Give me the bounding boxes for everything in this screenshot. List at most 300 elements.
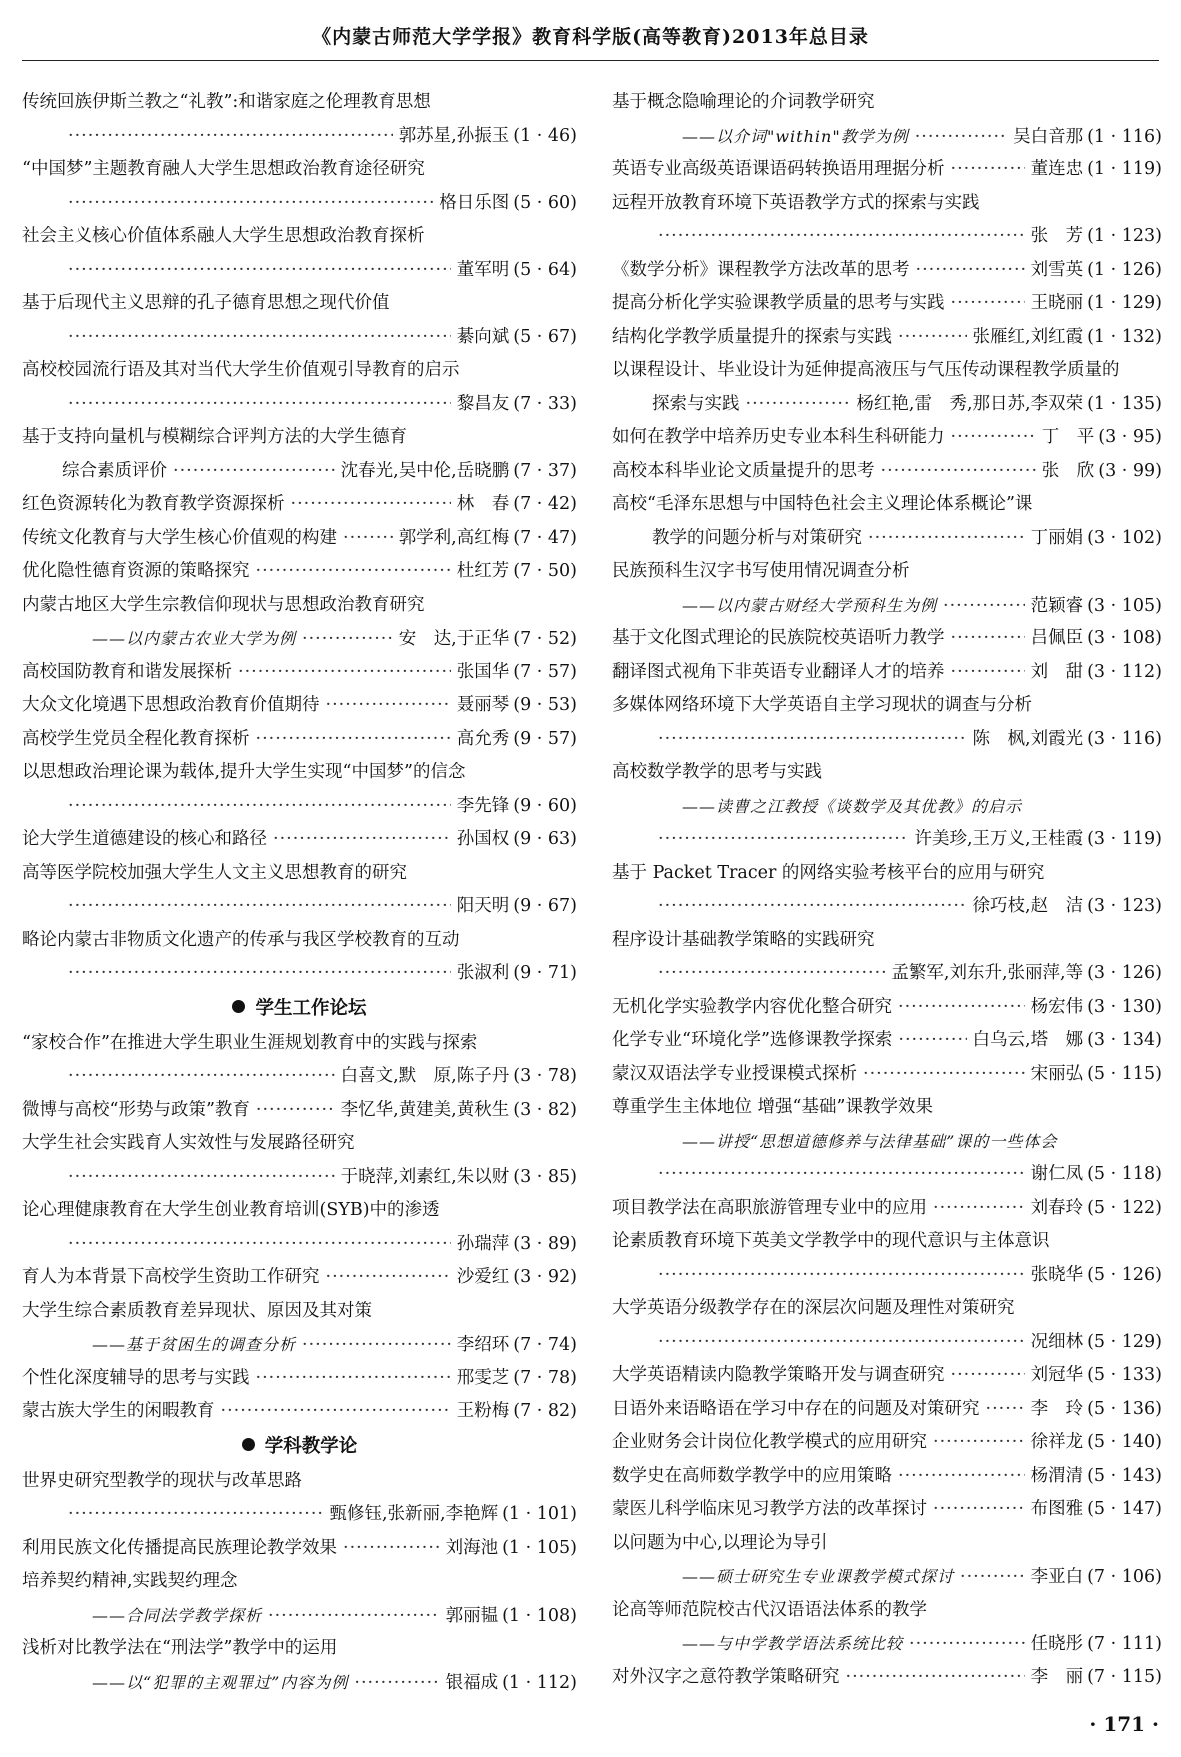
leader-dots <box>68 1060 335 1094</box>
leader-dots <box>960 1561 1025 1594</box>
leader-dots <box>986 1393 1025 1427</box>
toc-entry <box>22 1261 577 1295</box>
bullet-icon <box>232 1000 245 1013</box>
leader-dots <box>68 1161 335 1195</box>
leader-dots <box>68 1228 451 1262</box>
entry-author: 高允秀 <box>456 728 510 749</box>
entry-page-ref: (7 · 74) <box>513 1335 577 1355</box>
toc-entry <box>22 957 577 991</box>
entry-author: 黎昌友 <box>456 393 510 414</box>
entry-author: 徐祥龙 <box>1030 1432 1084 1452</box>
page-header: 《内蒙古师范大学学报》教育科学版(高等教育)2013年总目录 <box>312 26 869 48</box>
entry-author: 刘雪英 <box>1030 259 1084 280</box>
toc-entry <box>22 1395 577 1429</box>
entry-page-ref: (9 · 71) <box>513 963 577 983</box>
entry-author: 丁 平 <box>1041 427 1095 447</box>
toc-entry <box>612 254 1162 288</box>
entry-title: 蒙医儿科学临床见习教学方法的改革探讨 <box>612 1499 927 1519</box>
leader-dots <box>933 1426 1025 1460</box>
entry-author: 许美珍,王万义,王桂霞 <box>914 829 1084 849</box>
leader-dots <box>68 890 451 924</box>
toc-entry <box>612 220 1162 254</box>
entry-title: 微博与高校“形势与政策”教育 <box>22 1099 250 1120</box>
entry-subtitle-line <box>612 1125 1162 1159</box>
toc-entry <box>22 656 577 690</box>
entry-title: 社会主义核心价值体系融人大学生思想政治教育探析 <box>22 226 425 246</box>
entry-page-ref: (5 · 67) <box>513 326 577 347</box>
entry-page-ref: (7 · 33) <box>513 393 577 414</box>
entry-author: 张雁红,刘红霞 <box>972 326 1084 347</box>
leader-dots <box>68 1498 323 1532</box>
entry-author: 张晓华 <box>1030 1264 1084 1285</box>
toc-entry <box>22 321 577 355</box>
leader-dots <box>68 254 451 288</box>
entry-page-ref: (3 · 89) <box>513 1233 577 1254</box>
entry-author: 董军明 <box>456 259 510 280</box>
entry-page-ref: (5 · 147) <box>1087 1499 1162 1519</box>
entry-page-ref: (3 · 95) <box>1098 427 1162 447</box>
toc-entry <box>612 321 1162 355</box>
entry-title: 企业财务会计岗位化教学模式的应用研究 <box>612 1432 927 1452</box>
entry-title: 无机化学实验教学内容优化整合研究 <box>612 996 892 1017</box>
left-column <box>22 86 577 1699</box>
leader-dots <box>868 522 1025 556</box>
toc-entry <box>22 1161 577 1195</box>
entry-title: 大学英语精读内隐教学策略开发与调查研究 <box>612 1365 945 1385</box>
leader-dots <box>343 522 393 556</box>
entry-page-ref: (3 · 92) <box>513 1267 577 1287</box>
entry-author: 任晓彤 <box>1030 1634 1084 1654</box>
toc-entry <box>22 890 577 924</box>
leader-dots <box>326 689 451 723</box>
entry-title: 红色资源转化为教育教学资源探析 <box>22 494 285 514</box>
entry-subtitle: ——以介词"within"教学为例 <box>682 126 909 146</box>
entry-page-ref: (1 · 101) <box>502 1504 577 1524</box>
entry-title: 对外汉字之意符教学策略研究 <box>612 1666 840 1687</box>
entry-author: 阳天明 <box>456 896 510 916</box>
entry-author: 张 芳 <box>1030 226 1084 246</box>
entry-author: 李忆华,黄建美,黄秋生 <box>340 1099 510 1120</box>
entry-title: 基于支持向量机与模糊综合评判方法的大学生德育 <box>22 427 407 447</box>
toc-entry <box>22 187 577 221</box>
toc-entry <box>612 1426 1162 1460</box>
entry-subtitle: ——讲授“思想道德修养与法律基础”课的一些体会 <box>682 1131 1058 1151</box>
entry-page-ref: (9 · 67) <box>513 896 577 916</box>
entry-page-ref: (1 · 119) <box>1087 159 1162 179</box>
entry-title: 论大学生道德建设的核心和路径 <box>22 829 267 849</box>
section-title: 学科教学论 <box>264 1435 358 1457</box>
header-rule <box>22 60 1159 61</box>
entry-title: 程序设计基础教学策略的实践研究 <box>612 929 875 950</box>
toc-entry <box>612 1259 1162 1293</box>
leader-dots <box>943 590 1025 623</box>
leader-dots <box>951 622 1025 656</box>
toc-entry <box>612 1460 1162 1494</box>
entry-page-ref: (5 · 118) <box>1087 1164 1162 1184</box>
entry-page-ref: (1 · 135) <box>1087 393 1162 414</box>
entry-author: 安 达,于正华 <box>398 629 510 649</box>
entry-title: 略论内蒙古非物质文化遗产的传承与我区学校教育的互动 <box>22 929 460 950</box>
entry-title: “中国梦”主题教育融人大学生思想政治教育途径研究 <box>22 159 425 179</box>
entry-subtitle: ——读曹之江教授《谈数学及其优教》的启示 <box>682 796 1023 816</box>
entry-page-ref: (3 · 119) <box>1087 829 1162 849</box>
entry-title: 大学英语分级教学存在的深层次问题及理性对策研究 <box>612 1298 1015 1318</box>
entry-page-ref: (1 · 132) <box>1087 326 1162 347</box>
leader-dots <box>915 121 1007 154</box>
toc-entry <box>612 421 1162 455</box>
toc-entry <box>22 723 577 757</box>
entry-page-ref: (3 · 116) <box>1087 728 1162 749</box>
entry-author: 聂丽琴 <box>456 695 510 715</box>
entry-page-ref: (3 · 85) <box>513 1166 577 1187</box>
section-title: 学生工作论坛 <box>255 997 367 1019</box>
toc-entry <box>612 1560 1162 1594</box>
toc-entry <box>22 1228 577 1262</box>
entry-page-ref: (5 · 140) <box>1087 1432 1162 1452</box>
entry-page-ref: (9 · 57) <box>513 728 577 749</box>
entry-title: 探索与实践 <box>652 393 740 414</box>
leader-dots <box>658 1259 1025 1293</box>
entry-page-ref: (1 · 112) <box>502 1672 577 1693</box>
entry-author: 王晓丽 <box>1030 293 1084 313</box>
entry-title: 蒙古族大学生的闲暇教育 <box>22 1401 215 1421</box>
entry-page-ref: (1 · 126) <box>1087 259 1162 280</box>
leader-dots <box>658 1158 1025 1192</box>
entry-title: 传统文化教育与大学生核心价值观的构建 <box>22 527 337 548</box>
entry-page-ref: (5 · 143) <box>1087 1465 1162 1486</box>
toc-entry <box>612 522 1162 556</box>
entry-title: 以问题为中心,以理论为导引 <box>612 1532 828 1553</box>
entry-title: 以课程设计、毕业设计为延伸提高液压与气压传动课程教学质量的 <box>612 360 1120 380</box>
entry-page-ref: (9 · 60) <box>513 795 577 816</box>
entry-title: 浅析对比教学法在“刑法学”教学中的运用 <box>22 1638 338 1658</box>
entry-page-ref: (3 · 126) <box>1087 963 1162 983</box>
entry-page-ref: (7 · 52) <box>513 629 577 649</box>
toc-entry <box>22 1362 577 1396</box>
entry-author: 李 丽 <box>1030 1666 1084 1687</box>
page-number: · 171 · <box>1089 1712 1159 1736</box>
toc-entry <box>22 823 577 857</box>
leader-dots <box>916 254 1025 288</box>
entry-title: 以思想政治理论课为载体,提升大学生实现“中国梦”的信念 <box>22 762 466 782</box>
leader-dots <box>238 656 451 690</box>
entry-author: 綦向斌 <box>456 326 510 347</box>
entry-title: 大众文化境遇下思想政治教育价值期待 <box>22 695 320 715</box>
entry-title: 利用民族文化传播提高民族理论教学效果 <box>22 1537 337 1558</box>
leader-dots <box>256 723 451 757</box>
toc-entry <box>612 1326 1162 1360</box>
leader-dots <box>863 1058 1025 1092</box>
entry-page-ref: (7 · 106) <box>1087 1567 1162 1587</box>
entry-title: 翻译图式视角下非英语专业翻译人才的培养 <box>612 661 945 682</box>
entry-page-ref: (5 · 133) <box>1087 1365 1162 1385</box>
entry-page-ref: (3 · 134) <box>1087 1030 1162 1050</box>
entry-title: 个性化深度辅导的思考与实践 <box>22 1367 250 1388</box>
entry-page-ref: (3 · 102) <box>1087 527 1162 548</box>
entry-title: 优化隐性德育资源的策略探究 <box>22 561 250 581</box>
entry-title: 论心理健康教育在大学生创业教育培训(SYB)中的渗透 <box>22 1200 440 1220</box>
entry-subtitle: ——以“犯罪的主观罪过”内容为例 <box>92 1672 349 1692</box>
entry-title: 多媒体网络环境下大学英语自主学习现状的调查与分析 <box>612 695 1032 715</box>
leader-dots <box>658 220 1025 254</box>
leader-dots <box>68 388 451 422</box>
entry-page-ref: (5 · 126) <box>1087 1264 1162 1285</box>
entry-subtitle: ——硕士研究生专业课教学模式探讨 <box>682 1567 955 1586</box>
entry-page-ref: (3 · 112) <box>1087 661 1162 682</box>
entry-title: 基于概念隐喻理论的介词教学研究 <box>612 92 875 112</box>
entry-author: 丁丽娟 <box>1030 527 1084 548</box>
leader-dots <box>746 388 851 422</box>
toc-entry <box>22 1666 577 1700</box>
entry-page-ref: (3 · 78) <box>513 1066 577 1086</box>
entry-title: 数学史在高师数学教学中的应用策略 <box>612 1465 892 1486</box>
toc-entry <box>612 823 1162 857</box>
entry-title: 项目教学法在高职旅游管理专业中的应用 <box>612 1197 927 1218</box>
entry-author: 刘冠华 <box>1030 1365 1084 1385</box>
leader-dots <box>268 1600 440 1633</box>
entry-title: 高校“毛泽东思想与中国特色社会主义理论体系概论”课 <box>612 494 1033 514</box>
toc-entry <box>22 1599 577 1633</box>
leader-dots <box>658 1326 1025 1360</box>
toc-entry <box>22 120 577 154</box>
entry-title: 蒙汉双语法学专业授课模式探析 <box>612 1063 857 1084</box>
toc-entry <box>612 622 1162 656</box>
entry-title: 论高等师范院校古代汉语语法体系的教学 <box>612 1599 927 1620</box>
entry-title: 高校校园流行语及其对当代大学生价值观引导教育的启示 <box>22 360 460 380</box>
entry-author: 李先锋 <box>456 795 510 816</box>
entry-title: 综合素质评价 <box>62 460 167 481</box>
leader-dots <box>302 623 393 656</box>
entry-page-ref: (5 · 115) <box>1087 1063 1162 1084</box>
entry-author: 王粉梅 <box>456 1401 510 1421</box>
leader-dots <box>951 656 1025 690</box>
leader-dots <box>173 455 335 489</box>
entry-page-ref: (5 · 129) <box>1087 1331 1162 1352</box>
toc-entry <box>612 656 1162 690</box>
toc-entry <box>612 120 1162 154</box>
toc-entry <box>612 1661 1162 1695</box>
toc-entry <box>612 991 1162 1025</box>
entry-title: 基于文化图式理论的民族院校英语听力教学 <box>612 628 945 648</box>
leader-dots <box>326 1261 451 1295</box>
entry-page-ref: (3 · 123) <box>1087 896 1162 916</box>
toc-entry <box>612 1058 1162 1092</box>
entry-author: 格日乐图 <box>439 192 510 213</box>
toc-entry <box>22 689 577 723</box>
leader-dots <box>898 991 1025 1025</box>
toc-entry <box>22 388 577 422</box>
leader-dots <box>898 1024 966 1058</box>
entry-page-ref: (1 · 46) <box>513 125 577 146</box>
entry-author: 刘春玲 <box>1030 1197 1084 1218</box>
toc-entry <box>612 287 1162 321</box>
entry-title: 高校本科毕业论文质量提升的思考 <box>612 460 875 481</box>
toc-entry <box>22 555 577 589</box>
entry-page-ref: (7 · 57) <box>513 661 577 682</box>
entry-author: 吴白音那 <box>1013 126 1084 147</box>
entry-subtitle: ——与中学教学语法系统比较 <box>682 1634 904 1653</box>
entry-page-ref: (9 · 63) <box>513 829 577 849</box>
entry-author: 李 玲 <box>1030 1398 1084 1419</box>
entry-author: 杜红芳 <box>456 561 510 581</box>
entry-title: 《数学分析》课程教学方法改革的思考 <box>612 259 910 280</box>
entry-author: 沈春光,吴中伦,岳晓鹏 <box>340 460 510 481</box>
entry-page-ref: (7 · 115) <box>1087 1666 1162 1687</box>
entry-author: 吕佩臣 <box>1030 628 1084 648</box>
entry-author: 张国华 <box>456 661 510 682</box>
leader-dots <box>933 1192 1025 1226</box>
entry-author: 邢雯芝 <box>456 1367 510 1388</box>
toc-entry <box>612 1192 1162 1226</box>
leader-dots <box>951 421 1036 455</box>
entry-page-ref: (7 · 47) <box>513 527 577 548</box>
entry-title: 如何在教学中培养历史专业本科生科研能力 <box>612 427 945 447</box>
entry-author: 于晓萍,刘素红,朱以财 <box>340 1166 510 1187</box>
toc-entry <box>22 622 577 656</box>
entry-author: 郭学利,高红梅 <box>398 527 510 548</box>
toc-entry <box>612 723 1162 757</box>
entry-author: 张 欣 <box>1041 460 1095 481</box>
toc-entry <box>612 153 1162 187</box>
entry-page-ref: (5 · 64) <box>513 259 577 280</box>
entry-title: 世界史研究型教学的现状与改革思路 <box>22 1470 302 1491</box>
entry-title: 日语外来语略语在学习中存在的问题及对策研究 <box>612 1398 980 1419</box>
leader-dots <box>68 957 451 991</box>
entry-title: 内蒙古地区大学生宗教信仰现状与思想政治教育研究 <box>22 594 425 615</box>
entry-page-ref: (5 · 136) <box>1087 1398 1162 1419</box>
entry-author: 徐巧枝,赵 洁 <box>972 896 1084 916</box>
leader-dots <box>933 1493 1025 1527</box>
entry-author: 范颖睿 <box>1030 595 1084 616</box>
entry-title: 传统回族伊斯兰教之“礼教”:和谐家庭之伦理教育思想 <box>22 92 431 112</box>
leader-dots <box>909 1628 1025 1661</box>
entry-author: 宋丽弘 <box>1030 1063 1084 1084</box>
entry-author: 郭丽韫 <box>445 1605 499 1626</box>
entry-page-ref: (5 · 122) <box>1087 1197 1162 1218</box>
entry-author: 银福成 <box>445 1672 499 1693</box>
entry-title: 论素质教育环境下英美文学教学中的现代意识与主体意识 <box>612 1231 1050 1251</box>
toc-entry <box>612 1493 1162 1527</box>
toc-entry <box>612 1627 1162 1661</box>
section-heading <box>22 1429 577 1465</box>
entry-author: 白喜文,默 原,陈子丹 <box>340 1066 510 1086</box>
leader-dots <box>68 120 393 154</box>
entry-page-ref: (1 · 123) <box>1087 226 1162 246</box>
entry-page-ref: (3 · 99) <box>1098 460 1162 481</box>
leader-dots <box>951 153 1025 187</box>
entry-author: 刘海池 <box>445 1537 499 1558</box>
entry-title: 教学的问题分析与对策研究 <box>652 527 862 548</box>
leader-dots <box>302 1329 451 1362</box>
leader-dots <box>658 890 967 924</box>
entry-author: 甄修钰,张新丽,李艳辉 <box>329 1504 499 1524</box>
leader-dots <box>256 1094 335 1128</box>
entry-author: 林 春 <box>456 494 510 514</box>
entry-subtitle-line <box>612 790 1162 824</box>
entry-author: 张淑利 <box>456 963 510 983</box>
toc-entry <box>22 455 577 489</box>
toc-entry <box>612 957 1162 991</box>
entry-subtitle: ——合同法学教学探析 <box>92 1605 263 1625</box>
entry-title: 提高分析化学实验课教学质量的思考与实践 <box>612 293 945 313</box>
entry-title: 大学生社会实践育人实效性与发展路径研究 <box>22 1133 355 1153</box>
entry-author: 孙国权 <box>456 829 510 849</box>
entry-page-ref: (3 · 130) <box>1087 996 1162 1017</box>
leader-dots <box>898 321 967 355</box>
toc-entry <box>22 1060 577 1094</box>
entry-title: 高校国防教育和谐发展探析 <box>22 661 232 682</box>
leader-dots <box>846 1661 1025 1695</box>
entry-title: 基于 Packet Tracer 的网络实验考核平台的应用与研究 <box>612 862 1045 883</box>
entry-page-ref: (7 · 111) <box>1087 1634 1162 1654</box>
toc-entry <box>612 890 1162 924</box>
leader-dots <box>291 488 451 522</box>
entry-title: “家校合作”在推进大学生职业生涯规划教育中的实践与探索 <box>22 1032 478 1053</box>
entry-title: 远程开放教育环境下英语教学方式的探索与实践 <box>612 192 980 213</box>
entry-author: 杨宏伟 <box>1030 996 1084 1017</box>
entry-title: 民族预科生汉字书写使用情况调查分析 <box>612 561 910 581</box>
toc-entry <box>612 589 1162 623</box>
leader-dots <box>256 555 451 589</box>
entry-author: 董连忠 <box>1030 159 1084 179</box>
leader-dots <box>881 455 1036 489</box>
entry-author: 陈 枫,刘霞光 <box>972 728 1084 749</box>
entry-page-ref: (1 · 116) <box>1087 126 1162 147</box>
toc-entry <box>612 1158 1162 1192</box>
toc-entry <box>612 455 1162 489</box>
leader-dots <box>221 1395 451 1429</box>
entry-page-ref: (9 · 53) <box>513 695 577 715</box>
entry-page-ref: (1 · 105) <box>502 1537 577 1558</box>
leader-dots <box>658 823 908 857</box>
entry-author: 孙瑞萍 <box>456 1233 510 1254</box>
entry-title: 大学生综合素质教育差异现状、原因及其对策 <box>22 1300 372 1321</box>
toc-entry <box>22 1094 577 1128</box>
entry-subtitle: ——以内蒙古财经大学预科生为例 <box>682 595 938 615</box>
entry-author: 李亚白 <box>1030 1567 1084 1587</box>
leader-dots <box>658 723 967 757</box>
leader-dots <box>343 1532 440 1566</box>
leader-dots <box>256 1362 451 1396</box>
entry-author: 李绍环 <box>456 1335 510 1355</box>
entry-author: 白乌云,塔 娜 <box>972 1030 1084 1050</box>
leader-dots <box>951 1359 1025 1393</box>
entry-author: 谢仁凤 <box>1030 1164 1084 1184</box>
entry-title: 结构化学教学质量提升的探索与实践 <box>612 326 892 347</box>
entry-page-ref: (5 · 60) <box>513 192 577 213</box>
leader-dots <box>68 321 451 355</box>
toc-entry <box>22 254 577 288</box>
entry-page-ref: (7 · 42) <box>513 494 577 514</box>
entry-author: 郭苏星,孙振玉 <box>398 125 510 146</box>
toc-entry <box>22 1328 577 1362</box>
entry-title: 英语专业高级英语课语码转换语用理据分析 <box>612 159 945 179</box>
entry-page-ref: (1 · 108) <box>502 1605 577 1626</box>
toc-entry <box>612 1359 1162 1393</box>
toc-entry <box>612 1393 1162 1427</box>
leader-dots <box>658 957 885 991</box>
leader-dots <box>354 1667 439 1700</box>
entry-title: 化学专业“环境化学”选修课教学探索 <box>612 1030 893 1050</box>
entry-author: 孟繁军,刘东升,张丽萍,等 <box>891 963 1084 983</box>
entry-subtitle: ——以内蒙古农业大学为例 <box>92 629 297 648</box>
entry-title: 基于后现代主义思辩的孔子德育思想之现代价值 <box>22 293 390 313</box>
toc-entry <box>22 1498 577 1532</box>
entry-page-ref: (3 · 108) <box>1087 628 1162 648</box>
entry-author: 况细林 <box>1030 1331 1084 1352</box>
entry-title: 高校学生党员全程化教育探析 <box>22 728 250 749</box>
entry-page-ref: (3 · 105) <box>1087 595 1162 616</box>
